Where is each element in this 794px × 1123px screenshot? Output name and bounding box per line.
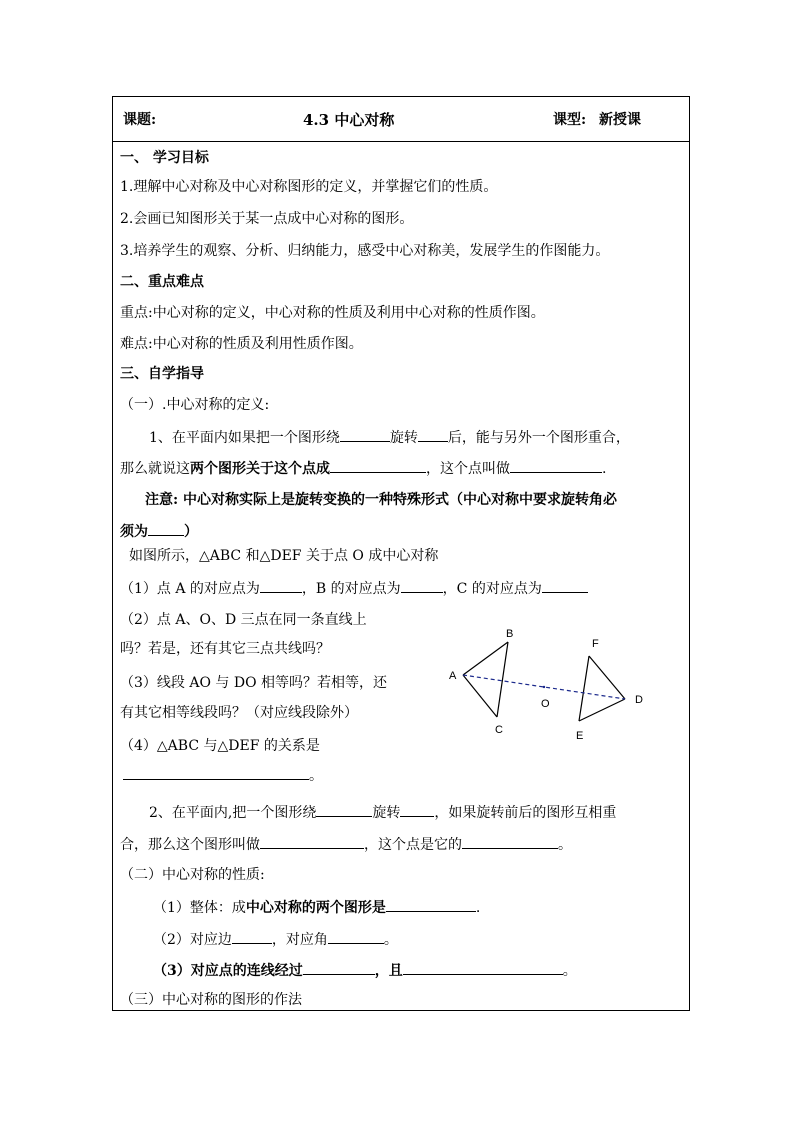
blank-property-whole[interactable] bbox=[386, 897, 476, 912]
label-a: A bbox=[449, 670, 457, 682]
subquestion-4: （4）△ABC 与△DEF 的关系是 bbox=[120, 738, 320, 754]
segment-bc bbox=[497, 642, 508, 717]
difficult-point: 难点:中心对称的性质及利用性质作图。 bbox=[120, 336, 363, 352]
segment-ef bbox=[579, 656, 589, 721]
objective-item: 1.理解中心对称及中心对称图形的定义，并掌握它们的性质。 bbox=[120, 179, 498, 195]
lesson-type-label: 课型: bbox=[553, 112, 587, 128]
figure-intro: 如图所示，△ABC 和△DEF 关于点 O 成中心对称 bbox=[129, 548, 439, 564]
segment-ab bbox=[463, 642, 508, 675]
blank-center-point[interactable] bbox=[340, 427, 390, 442]
blank-point-name[interactable] bbox=[462, 834, 558, 849]
center-point-o bbox=[543, 686, 545, 688]
subquestion-3-line2: 有其它相等线段吗？（对应线段除外） bbox=[120, 705, 358, 721]
segment-de bbox=[579, 699, 625, 721]
blank-rotation-angle[interactable] bbox=[148, 521, 184, 536]
blank-bisected[interactable] bbox=[403, 960, 563, 975]
segment-fd bbox=[589, 656, 625, 699]
part2-title: （二）中心对称的性质: bbox=[120, 867, 265, 883]
section-heading-self-study: 三、自学指导 bbox=[120, 366, 204, 382]
symmetry-figure bbox=[445, 623, 685, 753]
question1-line1: 1、在平面内如果把一个图形绕 旋转 后，能与另外一个图形重合， bbox=[149, 427, 630, 448]
segment-ca bbox=[463, 675, 497, 717]
question1-line2: 那么就说这两个图形关于这个点成 ，这个点叫做 . bbox=[120, 458, 606, 479]
note-line2: 须为 ） bbox=[120, 521, 198, 542]
subquestion-3-line1: （3）线段 AO 与 DO 相等吗？若相等，还 bbox=[120, 675, 387, 691]
question2-line2: 合，那么这个图形叫做 ，这个点是它的 。 bbox=[120, 834, 572, 855]
triangle-abc bbox=[463, 642, 508, 717]
property-2: （2）对应边 ，对应角 。 bbox=[153, 929, 398, 950]
subquestion-1: （1）点 A 的对应点为 ，B 的对应点为 ，C 的对应点为 bbox=[120, 578, 588, 599]
subject-label: 课题: bbox=[123, 112, 157, 128]
part3-title: （三）中心对称的图形的作法 bbox=[120, 992, 302, 1008]
subquestion-2-line1: （2）点 A、O、D 三点在同一条直线上 bbox=[120, 612, 367, 628]
section-heading-key-points: 二、重点难点 bbox=[120, 274, 204, 290]
question2-line1: 2、在平面内,把一个图形绕 旋转 ，如果旋转前后的图形互相重 bbox=[149, 802, 616, 823]
blank-corresponding-angles[interactable] bbox=[328, 929, 384, 944]
subquestion-4-answer: 。 bbox=[123, 765, 323, 786]
property-3: （3）对应点的连线经过 ，且 。 bbox=[153, 960, 577, 981]
objective-item: 3.培养学生的观察、分析、归纳能力，感受中心对称美，发展学生的作图能力。 bbox=[120, 243, 610, 259]
blank-q2-angle[interactable] bbox=[400, 802, 434, 817]
lesson-title: 4.3 中心对称 bbox=[303, 111, 395, 129]
objective-item: 2.会画已知图形关于某一点成中心对称的图形。 bbox=[120, 211, 414, 227]
property-1: （1）整体：成中心对称的两个图形是 . bbox=[153, 897, 480, 918]
blank-b-corresponding[interactable] bbox=[401, 578, 443, 593]
lesson-plan-table bbox=[112, 96, 690, 1011]
label-o: O bbox=[541, 698, 550, 710]
blank-corresponding-sides[interactable] bbox=[232, 929, 272, 944]
blank-q2-point[interactable] bbox=[316, 802, 372, 817]
blank-figure-name[interactable] bbox=[260, 834, 364, 849]
triangle-def bbox=[579, 656, 625, 721]
label-c: C bbox=[495, 724, 503, 736]
key-point: 重点:中心对称的定义，中心对称的性质及利用中心对称的性质作图。 bbox=[120, 305, 545, 321]
label-d: D bbox=[635, 694, 643, 706]
blank-triangle-relation[interactable] bbox=[123, 765, 309, 780]
blank-symmetric-term[interactable] bbox=[330, 458, 426, 473]
blank-center-name[interactable] bbox=[510, 458, 602, 473]
label-e: E bbox=[576, 730, 584, 742]
lesson-type-value: 新授课 bbox=[599, 112, 641, 128]
part1-title: （一）.中心对称的定义: bbox=[120, 397, 270, 413]
note-line1: 注意: 中心对称实际上是旋转变换的一种特殊形式（中心对称中要求旋转角必 bbox=[145, 492, 618, 508]
section-heading-objectives: 一、 学习目标 bbox=[120, 150, 209, 166]
header-row bbox=[113, 97, 689, 142]
blank-passes-through[interactable] bbox=[303, 960, 375, 975]
blank-c-corresponding[interactable] bbox=[542, 578, 588, 593]
subquestion-2-line2: 吗？若是，还有其它三点共线吗？ bbox=[120, 641, 330, 657]
blank-angle[interactable] bbox=[418, 427, 448, 442]
label-b: B bbox=[506, 628, 514, 640]
label-f: F bbox=[592, 638, 599, 650]
blank-a-corresponding[interactable] bbox=[260, 578, 302, 593]
